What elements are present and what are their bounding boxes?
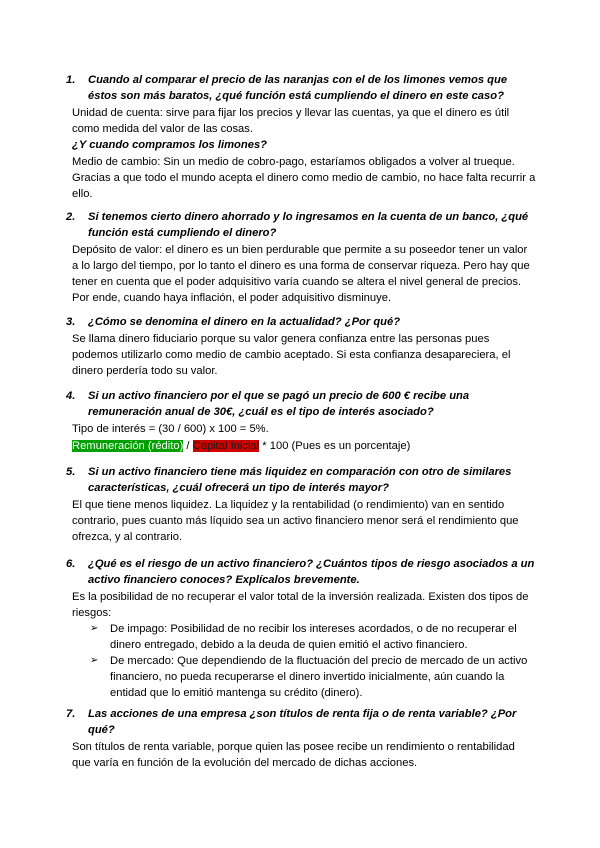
- highlight-remuneracion: Remuneración (rédito): [72, 440, 184, 452]
- answer-text: Son títulos de renta variable, porque quien las posee recibe un rendimiento o rentabilidad que varía en función de la evolución del mercado de dichas acciones.: [72, 741, 515, 769]
- question-text: ¿Cómo se denomina el dinero en la actualidad? ¿Por qué?: [88, 316, 401, 328]
- question-number: 7.: [66, 708, 76, 720]
- formula-tail: * 100 (Pues es un porcentaje): [259, 440, 411, 452]
- question-number: 4.: [66, 390, 76, 402]
- answer-text: El que tiene menos liquidez. La liquidez y la rentabilidad (o rendimiento) van en sentido contrario, pues cuanto más líquido sea un activo financiero menor será el rendimiento que ofrezca, y al contrario.: [72, 499, 519, 543]
- list-item-text: De mercado: Que dependiendo de la fluctuación del precio de mercado de un activo financiero, no pueda recuperarse el dinero invertido inicialmente, aún cuando la entidad que lo emitió mantenga su crédito (dinero).: [110, 655, 528, 699]
- question-text: Si tenemos cierto dinero ahorrado y lo ingresamos en la cuenta de un banco, ¿qué función está cumpliendo el dinero?: [88, 211, 529, 239]
- answer-text: Depósito de valor: el dinero es un bien perdurable que permite a su poseedor tener un valor a lo largo del tiempo, por lo tanto el dinero es una forma de conservar riqueza. Pero hay que tener en cuenta que el poder adquisitivo varía cuando se altera el nivel general de precios. Por ende, cuando haya inflación, el poder adquisitivo disminuye.: [72, 244, 530, 304]
- question-6: [66, 556, 536, 701]
- list-item: [90, 621, 536, 653]
- question-7: [66, 706, 536, 771]
- answer-text: Se llama dinero fiduciario porque su valor genera confianza entre las personas pues podemos utilizarlo como medio de cambio aceptado. Si esta confianza desapareciera, el dinero perdería todo su valor.: [72, 333, 511, 377]
- highlight-capital: Capital Inicial: [192, 440, 260, 452]
- question-number: 5.: [66, 466, 76, 478]
- list-item: [90, 653, 536, 701]
- arrow-bullet-icon: ➢: [90, 623, 99, 634]
- question-7-heading: [66, 706, 536, 738]
- question-text: Cuando al comparar el precio de las naranjas con el de los limones vemos que éstos son más baratos, ¿qué función está cumpliendo el dinero en este caso?: [88, 74, 508, 102]
- question-3: [66, 314, 536, 379]
- formula-slash: /: [183, 440, 193, 452]
- question-3-heading: [66, 314, 536, 330]
- question-number: 2.: [66, 211, 76, 223]
- arrow-bullet-icon: ➢: [90, 655, 99, 666]
- question-4: [66, 388, 536, 454]
- question-1-heading: [66, 72, 536, 104]
- formula-line: Tipo de interés = (30 / 600) x 100 = 5%.: [72, 423, 269, 435]
- question-4-heading: [66, 388, 536, 420]
- answer-text: Unidad de cuenta: sirve para fijar los precios y llevar las cuentas, ya que el dinero es útil como medida del valor de las cosas.: [72, 107, 510, 135]
- sub-answer: Medio de cambio: Sin un medio de cobro-pago, estaríamos obligados a volver al trueque. Gracias a que todo el mundo acepta el dinero como medio de cambio, no hace falta recurrir a ello.: [72, 156, 536, 200]
- question-5: [66, 464, 536, 545]
- question-1: [66, 72, 536, 202]
- question-number: 6.: [66, 558, 76, 570]
- list-item-text: De impago: Posibilidad de no recibir los intereses acordados, o de no recuperar el dinero entregado, debido a la deuda de quien emitió el activo financiero.: [110, 623, 517, 651]
- question-text: Si un activo financiero por el que se pagó un precio de 600 € recibe una remuneración anual de 30€, ¿cuál es el tipo de interés asociado?: [88, 390, 470, 418]
- question-text: ¿Qué es el riesgo de un activo financiero? ¿Cuántos tipos de riesgo asociados a un activo financiero conoces? Explícalos brevemente.: [88, 558, 535, 586]
- question-2: [66, 209, 536, 306]
- question-number: 3.: [66, 316, 76, 328]
- question-2-heading: [66, 209, 536, 241]
- risk-list: [66, 621, 536, 701]
- question-number: 1.: [66, 74, 76, 86]
- answer-text: Es la posibilidad de no recuperar el valor total de la inversión realizada. Existen dos tipos de riesgos:: [72, 591, 529, 619]
- formula-explanation: [72, 438, 536, 454]
- question-text: Si un activo financiero tiene más liquidez en comparación con otro de similares características, ¿cuál ofrecerá un tipo de interés mayor?: [88, 466, 512, 494]
- sub-question: ¿Y cuando compramos los limones?: [72, 139, 267, 151]
- question-text: Las acciones de una empresa ¿son títulos de renta fija o de renta variable? ¿Por qué?: [88, 708, 517, 736]
- question-6-heading: [66, 556, 536, 588]
- question-5-heading: [66, 464, 536, 496]
